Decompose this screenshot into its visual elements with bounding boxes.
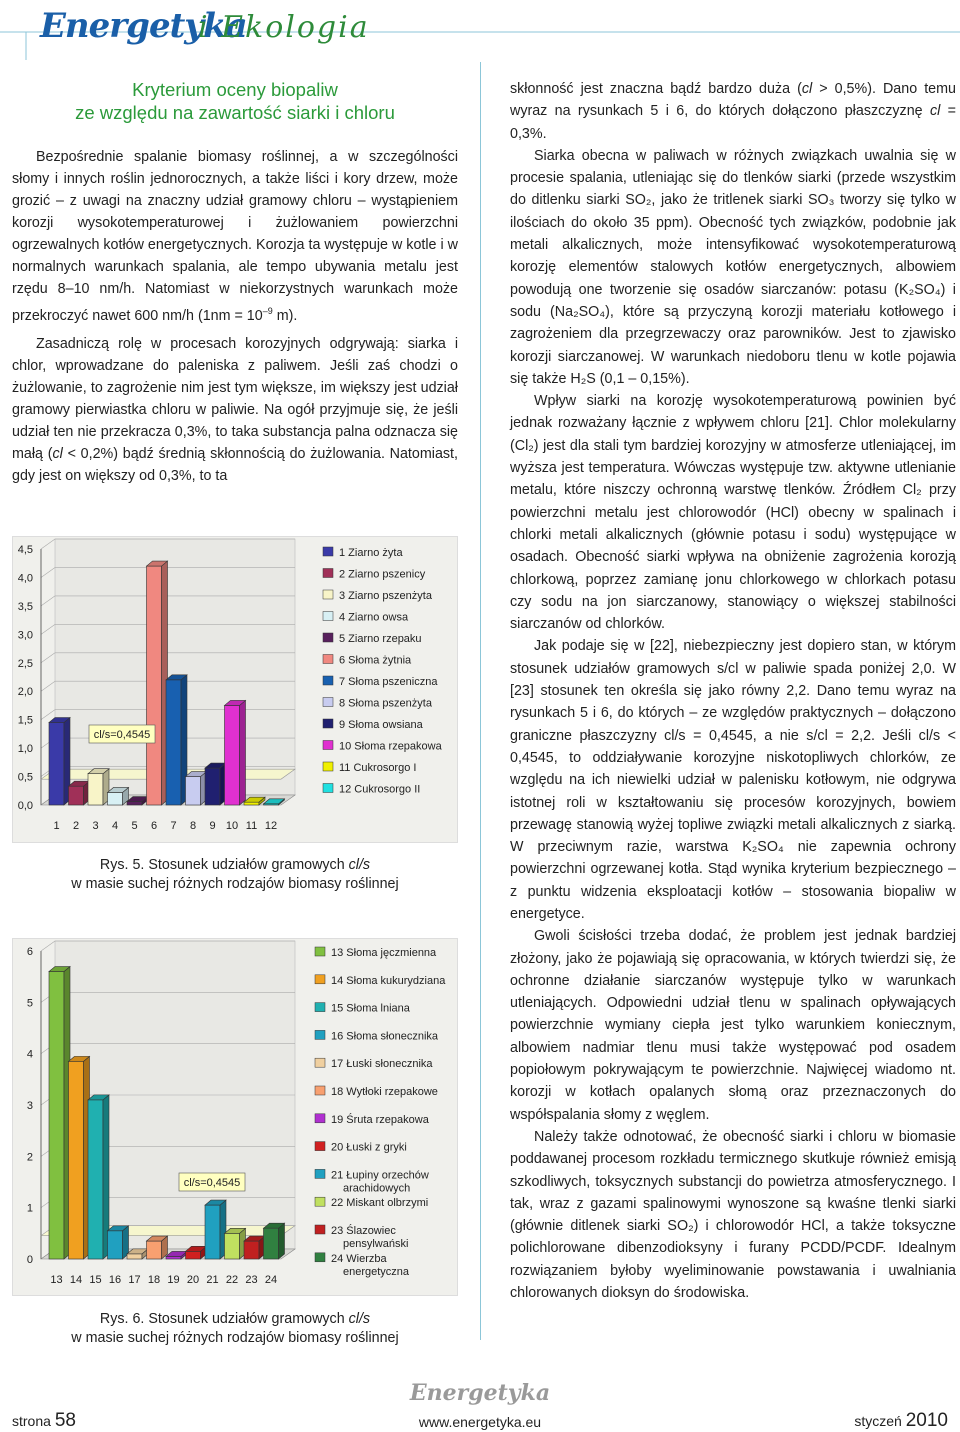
legend-entry: 15 Słoma lniana <box>331 1002 410 1015</box>
legend-entry: 7 Słoma pszeniczna <box>339 676 438 688</box>
legend-swatch <box>315 1030 325 1039</box>
bar-front <box>127 1254 142 1259</box>
page-footer <box>0 1380 960 1432</box>
legend-swatch <box>315 1253 325 1262</box>
x-tick-label: 22 <box>225 1274 239 1286</box>
legend-entry: 9 Słoma owsiana <box>339 719 423 731</box>
strona-label: strona <box>12 1413 51 1429</box>
bar-front <box>244 802 259 805</box>
bar-15 <box>88 1095 109 1259</box>
gridline-diag <box>41 624 55 634</box>
r-p1-cl: cl <box>801 81 813 97</box>
bar-22 <box>225 1228 246 1259</box>
figure-5-chart <box>12 536 458 843</box>
legend-swatch <box>323 676 333 685</box>
legend-swatch <box>315 947 325 956</box>
fig5-caption-cl: cl/s <box>348 857 371 873</box>
x-tick-label: 20 <box>186 1274 200 1286</box>
legend-swatch <box>323 590 333 599</box>
plane-label: cl/s=0,4545 <box>183 1177 241 1189</box>
p1-sup: –9 <box>262 306 273 316</box>
r-paragraph-3: Wpływ siarki na korozję wysokotemperaturową powinien być jednak rozważany łącznie z wpływem chloru [21]. Chlor molekularny (Cl₂) jest dla stali tym bardziej korozyjny w atmosferze utleniającej, im wyższa jest temperatura. Wówczas występuje tzw. aktywne utlenianie metalu, które niszczy ochronną warstwę tlenków. Źródłem Cl₂ przy powierzchni metalu jest chlorowodór (HCl) obecny w spalinach i chlorki metali alkalicznych (głównie potasu i sodu) występujące w osadach. Obecność siarki wpływa na obniżenie zagrożenia korozją chlorkową, poprzez zamianę jonu chlorkowego w chlorkach potasu czy sodu na jon siarczanowy, stanowiący o większej stabilności siarczanów od chlorków. <box>510 393 956 633</box>
r-paragraph-2: Siarka obecna w paliwach w różnych związkach uwalnia się w procesie spalania, utleniając się do tlenków siarki (przede wszystkim do ditlenku siarki SO₂, jako że tritlenek siarki SO₃ tworzy się tylko w ilościach do około 35 ppm). Obecność tych związków, podobnie jak metali alkalicznych, może intensyfikować wysokotemperaturową korozję elementów stalowych kotłów energetycznych, albowiem powodują one tworzenie się osadów siarczanów: potasu (K₂SO₄) i sodu (Na₂SO₄), które są przyczyną korozji materiału kotłowego i zagrożeniem dla przegrzewaczy oraz parowników. Jest to zjawisko korozji siarczanowej. W warunkach niedoboru tlenu w kotle pojawia się także H₂S (0,1 – 0,15%). <box>510 147 956 387</box>
legend-swatch <box>315 1058 325 1067</box>
energetyka-logo: Energetyka <box>40 6 247 46</box>
footer-logo: Energetyka <box>409 1380 551 1406</box>
figure-5-svg <box>13 537 457 842</box>
bar-front <box>108 1231 123 1259</box>
legend-entry: 5 Ziarno rzepaku <box>339 633 422 645</box>
x-tick-label: 8 <box>189 820 197 832</box>
bar-14 <box>69 1056 90 1259</box>
legend-entry: 14 Słoma kukurydziana <box>331 974 446 987</box>
legend-entry: 6 Słoma żytnia <box>339 654 412 667</box>
title-line-2: ze względu na zawartość siarki i chloru <box>75 102 395 123</box>
p1-end: m). <box>272 307 298 324</box>
bar-2 <box>69 781 90 805</box>
legend-swatch <box>323 762 333 771</box>
r-paragraph-1 <box>510 78 956 145</box>
bar-23 <box>244 1236 265 1259</box>
fig6-caption-cl: cl/s <box>348 1311 371 1327</box>
legend-entry: pensylwański <box>343 1238 409 1250</box>
p2-b: < 0,2%) bądź średnią skłonnością do żużlowania. Natomiast, gdy jest on większy od 0,3%, to ta <box>12 445 458 484</box>
bar-9 <box>205 763 226 805</box>
legend-swatch <box>323 784 333 793</box>
r-p1-cl2: cl <box>929 103 941 120</box>
bar-front <box>88 1100 103 1259</box>
legend-swatch <box>323 569 333 578</box>
figure-6-svg <box>13 939 457 1295</box>
legend-swatch <box>315 1114 325 1123</box>
legend-entry: 20 Łuski z gryki <box>331 1141 407 1154</box>
fig5-caption-b: w masie suchej różnych rodzajów biomasy roślinnej <box>71 876 399 892</box>
right-column <box>510 78 956 1304</box>
legend-entry: 3 Ziarno pszenżyta <box>339 590 432 602</box>
page-num: 58 <box>54 1410 76 1431</box>
x-tick-label: 5 <box>131 820 138 832</box>
r-paragraph-6: Należy także odnotować, że obecność siarki i chloru w biomasie poddawanej procesom rozkładu termicznego skutkuje również emisją szkodliwych, toksycznych substancji do powietrza atmosferycznego. I tak, wraz z gazami spalinowymi wynoszone są kwaśne tlenki siarki (głównie ditlenek siarki SO₂) i chlorowodór HCl, a także toksyczne polichlorowane dibenzodioksyny i furany PCDD/PCDF. Idealnym rozwiązaniem byłoby wyeliminowanie powstawania i uwalniania chlorowanych dioksyn do środowiska. <box>510 1128 956 1302</box>
legend-entry: 10 Słoma rzepakowa <box>339 740 442 753</box>
bar-front <box>205 1205 220 1259</box>
legend-entry: 12 Cukrosorgo II <box>339 783 421 796</box>
x-tick-label: 11 <box>245 820 258 832</box>
bar-18 <box>147 1236 168 1259</box>
plane-label: cl/s=0,4545 <box>93 729 151 741</box>
x-tick-label: 6 <box>150 820 158 832</box>
bar-21 <box>205 1200 226 1259</box>
bar-1 <box>49 718 70 805</box>
y-tick-label: 2 <box>26 1151 33 1164</box>
legend-swatch <box>315 1142 325 1151</box>
gridline-diag <box>41 539 55 549</box>
y-tick-label: 2,5 <box>17 657 33 670</box>
x-tick-label: 21 <box>206 1274 219 1286</box>
legend-swatch <box>315 1169 325 1178</box>
x-tick-label: 9 <box>209 820 216 832</box>
ekologia-logo: i Ekologia <box>198 10 370 45</box>
x-tick-label: 2 <box>72 820 80 832</box>
y-tick-label: 0 <box>26 1254 33 1266</box>
issue-date <box>854 1410 948 1432</box>
x-tick-label: 7 <box>170 820 177 832</box>
legend-entry: arachidowych <box>343 1182 411 1195</box>
y-tick-label: 1,5 <box>17 714 33 727</box>
legend-entry: 21 Łupiny orzechów <box>331 1169 429 1182</box>
legend-entry: 19 Śruta rzepakowa <box>331 1113 429 1126</box>
y-tick-label: 6 <box>26 946 33 958</box>
legend-entry: 18 Wytłoki rzepakowe <box>331 1086 438 1098</box>
bar-front <box>147 566 162 805</box>
bar-4 <box>108 787 129 805</box>
legend-entry: 8 Słoma pszenżyta <box>339 697 432 710</box>
x-tick-label: 1 <box>53 820 60 832</box>
bar-13 <box>49 967 70 1259</box>
bar-front <box>147 1241 162 1259</box>
y-tick-label: 3 <box>26 1100 33 1112</box>
legend-entry: 2 Ziarno pszenicy <box>339 568 426 581</box>
bar-front <box>225 705 240 805</box>
legend-swatch <box>323 547 333 556</box>
legend-entry: 23 Ślazowiec <box>331 1225 396 1237</box>
legend-swatch <box>323 633 333 642</box>
legend-swatch <box>315 1086 325 1095</box>
r-paragraph-5: Gwoli ścisłości trzeba dodać, że problem jest jednak bardziej złożony, jako że pojawiają się opracowania, w których twierdzi się, że ochronne działanie siarczanów występuje tylko w warunkach utleniających. Odpowiedni udział tlenu w spalinach opływających powierzchnie wymiany ciepła jest tylko warunkiem koniecznym, albowiem nadmiar tlenu musi także występować pod osadem popiołowym pokrywającym te powierzchnie. Najwięcej wiadomo nt. korozji w kotłach opalanych słomą oraz przeznaczonych do współspalania słomy z węglem. <box>510 928 956 1123</box>
bar-front <box>264 1228 279 1259</box>
paragraph-1 <box>12 146 458 327</box>
bar-front <box>166 680 181 805</box>
legend-swatch <box>323 698 333 707</box>
legend-swatch <box>323 612 333 621</box>
bar-16 <box>108 1226 129 1259</box>
x-tick-label: 16 <box>108 1274 122 1286</box>
legend-entry: 1 Ziarno żyta <box>339 547 403 559</box>
y-tick-label: 5 <box>26 997 33 1010</box>
x-tick-label: 19 <box>167 1274 180 1286</box>
footer-url[interactable]: www.energetyka.eu <box>418 1414 542 1430</box>
bar-3 <box>88 769 109 805</box>
fig6-caption-a: Rys. 6. Stosunek udziałów gramowych <box>99 1311 349 1327</box>
y-tick-label: 3,5 <box>17 600 33 613</box>
y-tick-label: 0,5 <box>17 771 33 784</box>
legend-swatch <box>323 741 333 750</box>
paragraph-2 <box>12 333 458 487</box>
r-p1-b: > 0,5%). Dano temu wyraz na rysunkach 5 i 6, do których dołączono płaszczyznę <box>510 81 956 120</box>
gridline-diag <box>41 681 55 691</box>
page-header <box>0 0 960 60</box>
gridline-diag <box>41 653 55 663</box>
y-tick-label: 4 <box>26 1048 33 1061</box>
bar-side <box>240 700 246 805</box>
legend-entry: energetyczna <box>343 1265 410 1278</box>
issue-year: 2010 <box>905 1410 948 1431</box>
fig5-caption-a: Rys. 5. Stosunek udziałów gramowych <box>99 857 349 873</box>
p1-text: Bezpośrednie spalanie biomasy roślinnej, a w szczególności słomy i innych roślin jednorocznych, a także liści i kory drzew, może grozić – z uwagi na znaczny udział gramowy chloru – wystąpieniem korozji wysokotemperaturowej i żużlowaniem powierzchni ogrzewalnych kotłów energetycznych. Korozja ta występuje w kotle i w normalnych warunkach spalania, ale tempo ubywania metalu jest rzędu 8–10 nm/h. Natomiast w niekorzystnych warunkach może przekroczyć nawet 600 nm/h (1nm = 10 <box>12 149 458 324</box>
bar-front <box>186 777 201 805</box>
y-tick-label: 1 <box>26 1202 33 1215</box>
x-tick-label: 13 <box>50 1274 63 1286</box>
y-tick-label: 2,0 <box>17 686 33 699</box>
fig6-caption-b: w masie suchej różnych rodzajów biomasy roślinnej <box>71 1330 399 1346</box>
x-tick-label: 4 <box>111 820 119 832</box>
x-tick-label: 17 <box>128 1274 141 1286</box>
y-tick-label: 3,0 <box>17 629 33 642</box>
article-title <box>12 78 458 124</box>
x-tick-label: 12 <box>264 820 278 832</box>
bar-6 <box>147 561 168 805</box>
figure-6-caption <box>0 1310 470 1348</box>
y-tick-label: 1,0 <box>17 743 33 756</box>
x-tick-label: 24 <box>264 1274 278 1286</box>
bar-8 <box>186 772 207 805</box>
bar-front <box>69 786 84 805</box>
legend-swatch <box>315 1003 325 1012</box>
x-tick-label: 23 <box>245 1274 258 1286</box>
r-paragraph-4: Jak podaje się w [22], niebezpieczny jest dopiero stan, w którym stosunek udziałów gramowych s/cl w paliwie spada poniżej 2,0. W [23] stosunek ten określa się jako równy 2,2. Dano temu wyraz na rysunkach 5 i 6, do których – ze względów praktycznych – dołączono graniczne płaszczyzny cl/s = 0,4545, a nie s/cl = 2,2. Jeśli cl/s < 0,4545, to oddziaływanie korozyjne niskotopliwych chlorków, ze względu na ich niewielki udział w palenisku kotłowym, nie odgrywa istotnej roli w kształtowaniu się procesów korozyjnych, bowiem przewagę stanowią wyżej topliwe związki metali alkalicznych z siarką. W przeciwnym razie, warstwa K₂SO₄ nie zapewnia ochrony powierzchni ogrzewanej kotła. Stąd wynika kryterium bezpiecznego – z punktu widzenia eksploatacji kotłów – stosowania biopaliw w energetyce. <box>510 638 956 922</box>
y-tick-label: 0,0 <box>17 800 33 812</box>
legend-entry: 17 Łuski słonecznika <box>331 1058 433 1071</box>
legend-entry: 16 Słoma słonecznika <box>331 1030 439 1043</box>
bar-front <box>186 1251 201 1259</box>
x-tick-label: 10 <box>225 820 239 832</box>
issue-month: styczeń <box>854 1413 902 1429</box>
bar-front <box>88 774 103 805</box>
bar-front <box>69 1061 84 1259</box>
legend-entry: 22 Miskant olbrzymi <box>331 1197 429 1210</box>
legend-swatch <box>315 1197 325 1206</box>
bar-7 <box>166 675 187 805</box>
legend-entry: 13 Słoma jęczmienna <box>331 947 437 959</box>
bar-front <box>244 1241 259 1259</box>
legend-swatch <box>323 655 333 664</box>
gridline-diag <box>41 710 55 720</box>
figure-5-caption <box>0 856 470 894</box>
bar-side <box>279 1223 285 1259</box>
legend-swatch <box>315 975 325 984</box>
bar-front <box>127 802 142 805</box>
left-column <box>12 78 458 487</box>
y-tick-label: 4,5 <box>17 544 33 556</box>
bar-front <box>108 792 123 805</box>
y-tick-label: 4,0 <box>17 572 33 585</box>
r-p1-a: skłonność jest znaczna bądź bardzo duża ( <box>510 81 802 97</box>
x-tick-label: 15 <box>89 1274 102 1286</box>
legend-entry: 11 Cukrosorgo I <box>339 762 417 774</box>
column-divider <box>480 62 481 1340</box>
r-p1-c: = 0,3%. <box>510 103 956 142</box>
x-tick-label: 14 <box>69 1274 83 1286</box>
legend-swatch <box>315 1225 325 1234</box>
bar-front <box>205 768 220 805</box>
legend-entry: 24 Wierzba <box>331 1252 387 1265</box>
gridline-diag <box>41 596 55 606</box>
p2-a: Zasadniczą rolę w procesach korozyjnych odgrywają: siarka i chlor, wprowadzane do paleniska z paliwem. Jeśli zaś chodzi o żużlowanie, to zagrożenie nim jest tym większe, im większy jest udział gramowy pierwiastka chloru w paliwie. Na ogół przyjmuje się, że jeśli udział ten nie przekracza 0,3%, to taka substancja palna odznacza się małą ( <box>12 335 458 462</box>
gridline-diag <box>41 567 55 577</box>
bar-front <box>166 1256 181 1259</box>
x-tick-label: 18 <box>147 1274 161 1286</box>
p2-cl: cl <box>52 445 63 462</box>
bar-front <box>225 1233 240 1259</box>
legend-swatch <box>323 719 333 728</box>
bar-front <box>49 972 64 1259</box>
title-line-1: Kryterium oceny biopaliw <box>132 79 338 100</box>
bar-front <box>49 723 64 805</box>
figure-6-chart <box>12 938 458 1296</box>
bar-10 <box>225 700 246 805</box>
legend-entry: 4 Ziarno owsa <box>339 611 409 624</box>
x-tick-label: 3 <box>92 820 99 832</box>
bar-24 <box>264 1223 285 1259</box>
gridline-diag <box>41 941 55 951</box>
